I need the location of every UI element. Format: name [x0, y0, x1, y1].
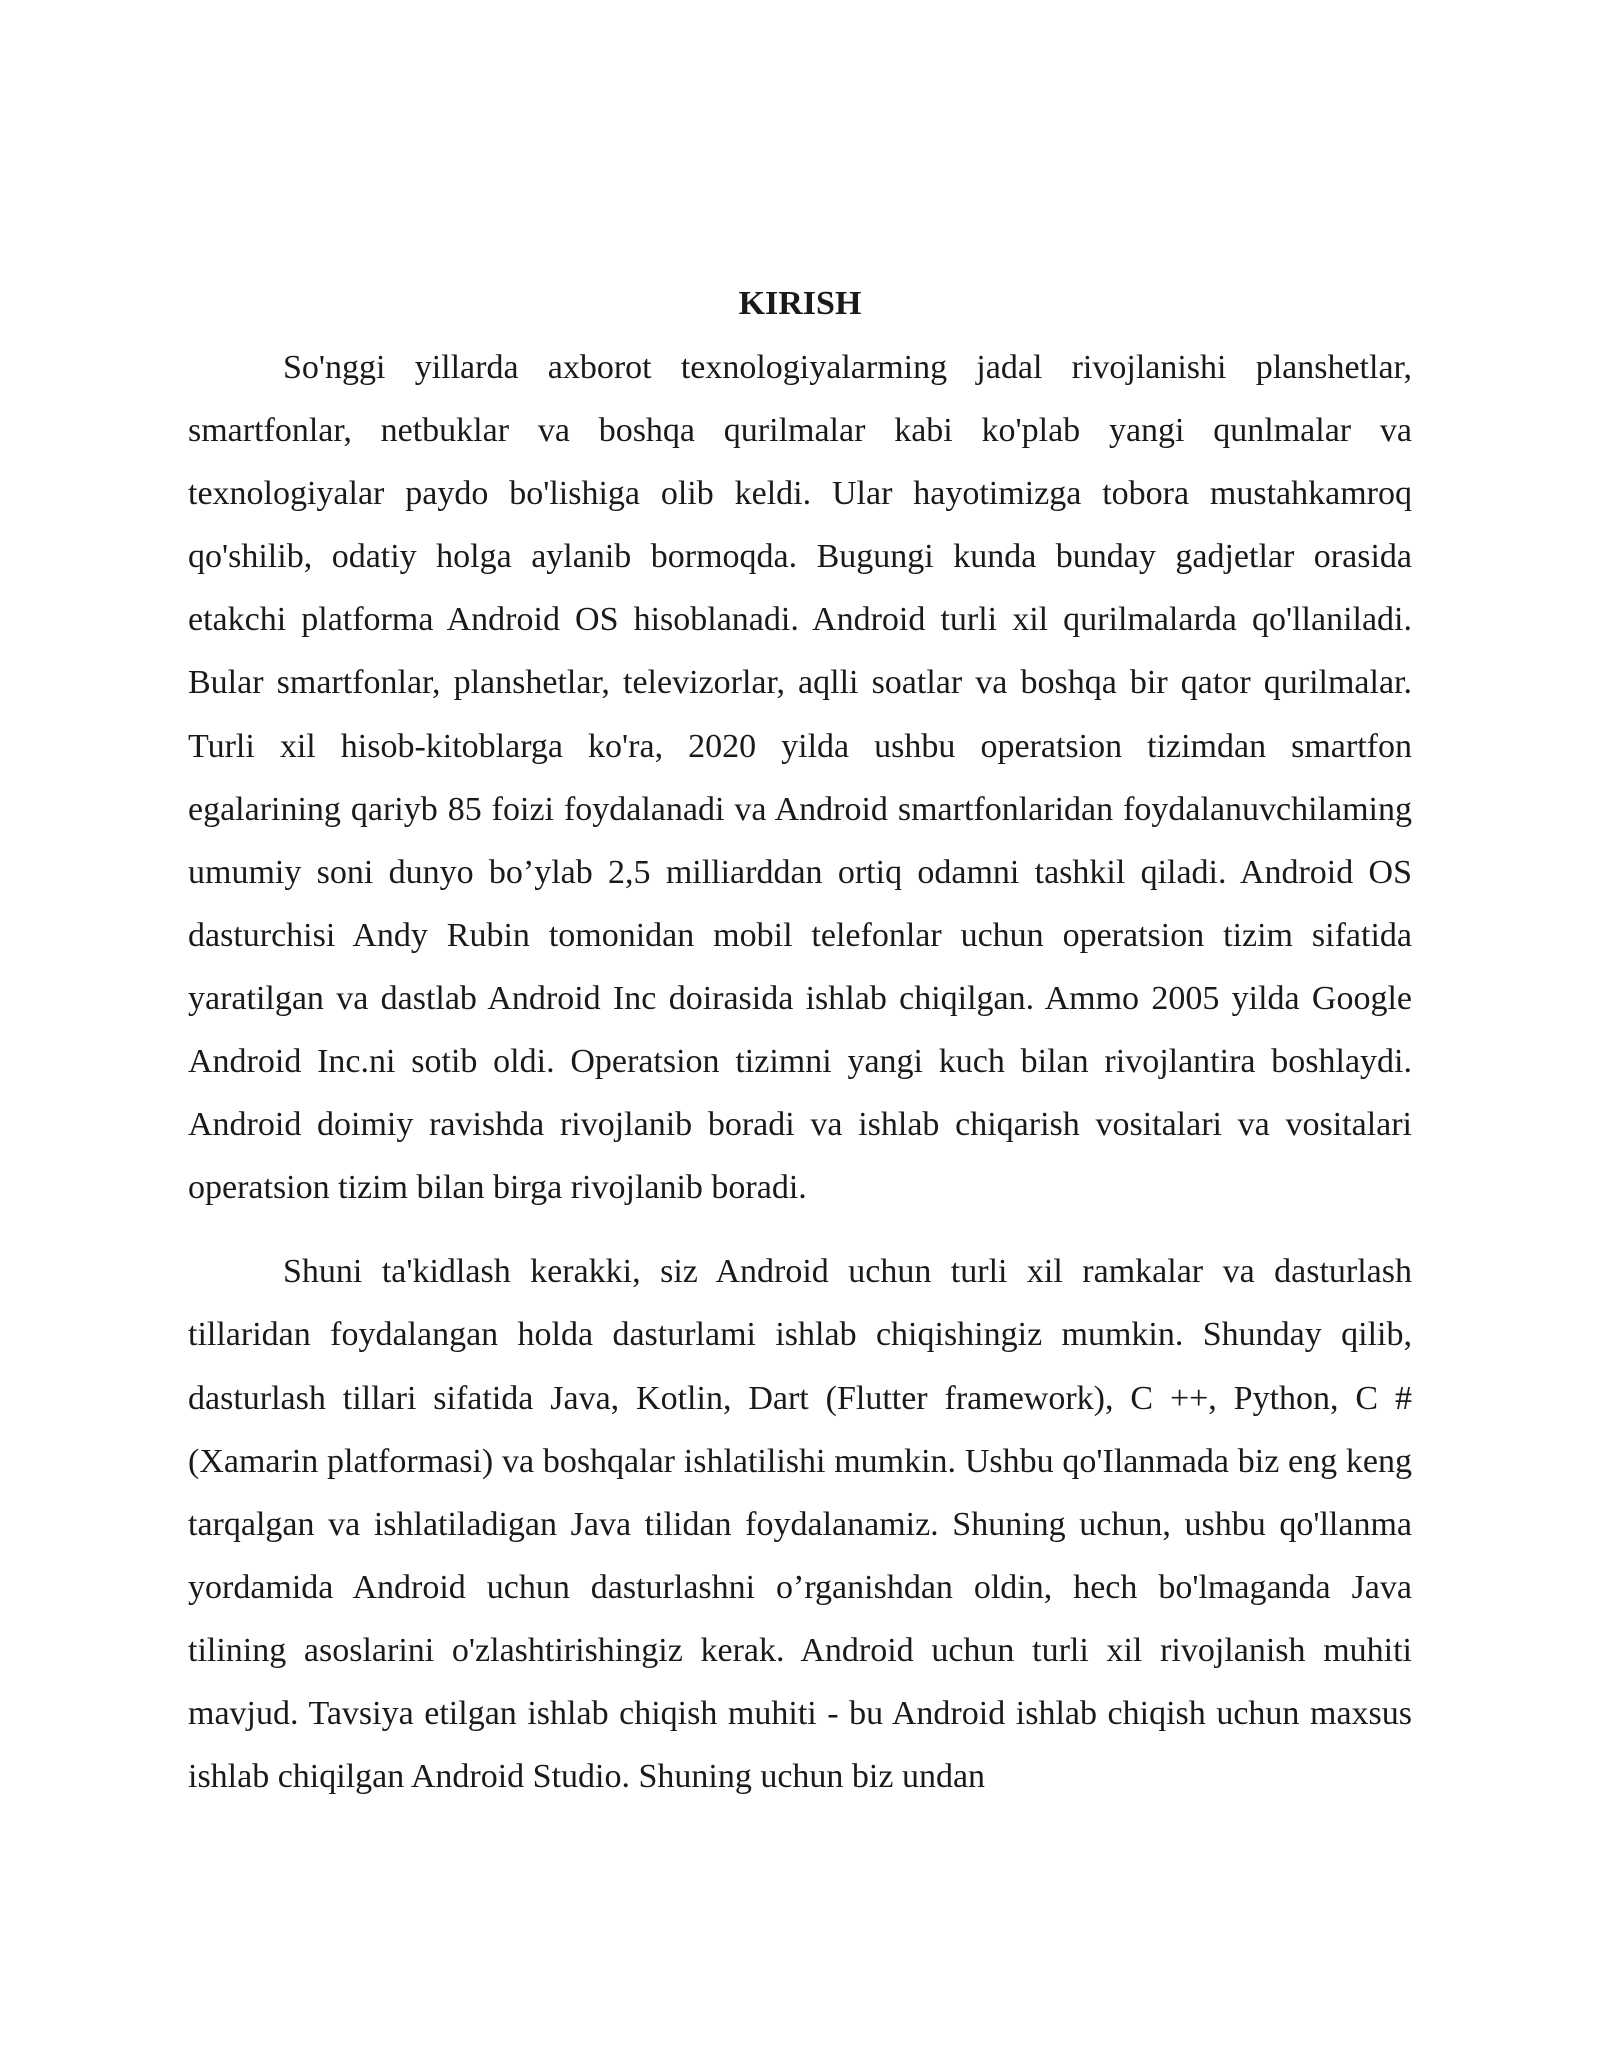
- paragraph-1: So'nggi yillarda axborot texnologiyalarming jadal rivojlanishi planshetlar, smartfonlar, netbuklar va boshqa qurilmalar kabi ko'plab yangi qunlmalar va texnologiyalar paydo bo'lishiga olib keldi. Ular hayotimizga tobora mustahkamroq qo'shilib, odatiy holga aylanib bormoqda. Bugungi kunda bunday gadjetlar orasida etakchi platforma Android OS hisoblanadi. Android turli xil qurilmalarda qo'llaniladi. Bular smartfonlar, planshetlar, televizorlar, aqlli soatlar va boshqa bir qator qurilmalar. Turli xil hisob-kitoblarga ko'ra, 2020 yilda ushbu operatsion tizimdan smartfon egalarining qariyb 85 foizi foydalanadi va Android smartfonlaridan foydalanuvchilaming umumiy soni dunyo bo’ylab 2,5 milliarddan ortiq odamni tashkil qiladi. Android OS dasturchisi Andy Rubin tomonidan mobil telefonlar uchun operatsion tizim sifatida yaratilgan va dastlab Android Inc doirasida ishlab chiqilgan. Ammo 2005 yilda Google Android Inc.ni sotib oldi. Operatsion tizimni yangi kuch bilan rivojlantira boshlaydi. Android doimiy ravishda rivojlanib boradi va ishlab chiqarish vositalari va vositalari operatsion tizim bilan birga rivojlanib boradi.: [188, 349, 1412, 1207]
- paragraph-2: Shuni ta'kidlash kerakki, siz Android uchun turli xil ramkalar va dasturlash tillaridan foydalangan holda dasturlami ishlab chiqishingiz mumkin. Shunday qilib, dasturlash tillari sifatida Java, Kotlin, Dart (Flutter framework), C ++, Python, C # (Xamarin platformasi) va boshqalar ishlatilishi mumkin. Ushbu qo'Ilanmada biz eng keng tarqalgan va ishlatiladigan Java tilidan foydalanamiz. Shuning uchun, ushbu qo'llanma yordamida Android uchun dasturlashni o’rganishdan oldin, hech bo'lmaganda Java tilining asoslarini o'zlashtirishingiz kerak. Android uchun turli xil rivojlanish muhiti mavjud. Tavsiya etilgan ishlab chiqish muhiti - bu Android ishlab chiqish uchun maxsus ishlab chiqilgan Android Studio. Shuning uchun biz undan: [188, 1253, 1412, 1796]
- document-body: [188, 272, 1412, 1808]
- page-title: KIRISH: [738, 285, 862, 322]
